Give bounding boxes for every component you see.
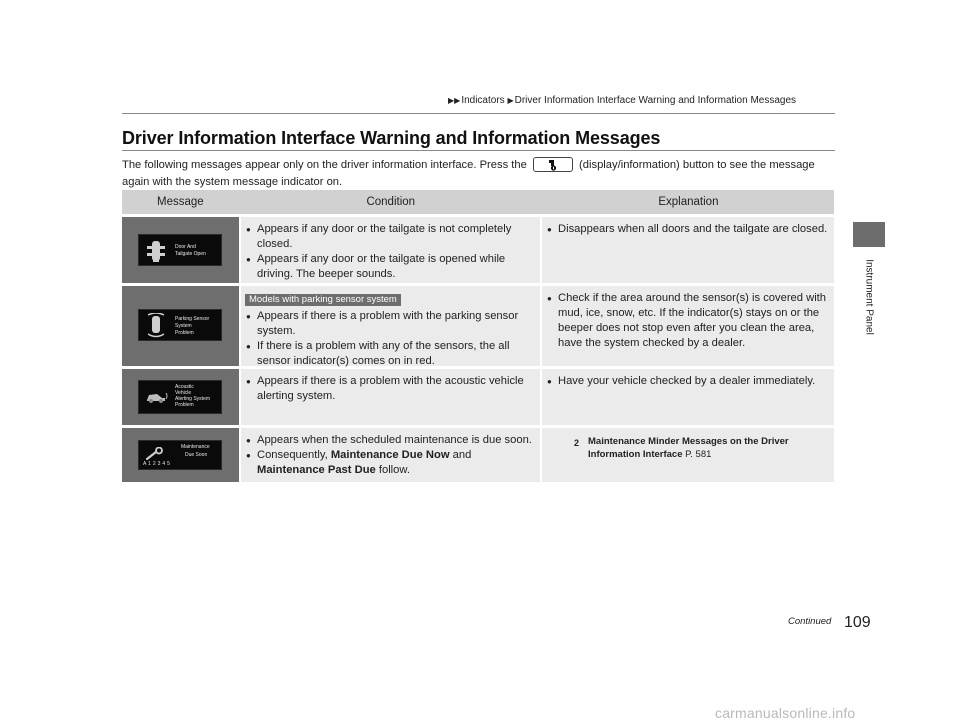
condition-mid: and [452, 449, 472, 461]
condition-cell [239, 286, 540, 366]
message-image-cell [122, 428, 239, 482]
screen-text-line: System [175, 323, 192, 329]
cross-reference-link[interactable] [574, 432, 828, 461]
header-divider [122, 113, 835, 114]
explanation-cell [540, 286, 832, 366]
cross-reference-title[interactable]: Maintenance Minder Messages on the Driver Information Interface [588, 436, 789, 460]
table-row [122, 217, 834, 283]
screen-text-line: Acoustic [175, 384, 194, 390]
breadcrumb-item-indicators[interactable]: Indicators [461, 95, 505, 106]
continued-label: Continued [788, 616, 832, 627]
breadcrumb-item-current[interactable]: Driver Information Interface Warning and Information Messages [514, 95, 797, 106]
explanation-cell [540, 428, 832, 482]
section-side-label: Instrument Panel [863, 259, 875, 335]
page-number: 109 [844, 614, 871, 631]
messages-table [122, 190, 834, 482]
cross-reference-page[interactable]: P. 581 [685, 449, 712, 460]
table-row [122, 369, 834, 425]
acoustic-alert-problem-screen [138, 380, 222, 414]
header-explanation: Explanation [658, 196, 719, 208]
message-image-cell [122, 286, 239, 366]
table-row [122, 286, 834, 366]
intro-text-start: The following messages appear only on the driver information interface. Press the [122, 159, 527, 171]
explanation-cell [540, 369, 832, 425]
condition-prefix: Consequently, [257, 449, 328, 461]
display-info-button-icon [533, 157, 573, 172]
condition-bullet [245, 448, 536, 478]
screen-text-line: Door And [175, 244, 196, 250]
screen-text-line: A 1 2 3 4 5 [143, 461, 171, 467]
door-tailgate-open-screen [138, 234, 222, 266]
breadcrumb [448, 95, 796, 106]
condition-cell [239, 369, 540, 425]
intro-paragraph [122, 157, 834, 191]
parking-sensor-problem-screen [138, 309, 222, 341]
explanation-cell [540, 217, 832, 283]
title-divider [122, 150, 835, 151]
maintenance-due-now-term: Maintenance Due Now [330, 449, 450, 461]
double-arrow-icon: ▶▶ [448, 96, 461, 105]
header-message: Message [157, 196, 204, 208]
screen-text-line: Problem [175, 402, 194, 408]
message-image-cell [122, 369, 239, 425]
header-condition: Condition [366, 196, 416, 208]
reference-arrow-icon: 2 [574, 438, 580, 448]
watermark: carmanualsonline.info [715, 705, 856, 721]
page-title: Driver Information Interface Warning and Information Messages [122, 128, 661, 148]
condition-cell [239, 428, 540, 482]
arrow-icon: ▶ [507, 96, 514, 105]
screen-text-line: Tailgate Open [175, 251, 206, 257]
model-applicability-badge: Models with parking sensor system [245, 294, 401, 306]
screen-text-line: Problem [175, 330, 194, 336]
intro-text-end: (display/information) button to see the message again with the system message indicator on. [122, 159, 815, 188]
explanation-bullet: ● Have your vehicle checked by a dealer immediately. [546, 374, 828, 389]
wrench-icon [145, 447, 165, 461]
table-header [122, 190, 834, 214]
message-image-cell [122, 217, 239, 283]
explanation-bullet: ● Disappears when all doors and the tailgate are closed. [546, 222, 828, 237]
condition-suffix: follow. [378, 464, 410, 476]
condition-bullet: ● Appears if there is a problem with the parking sensor system. [245, 309, 536, 339]
screen-text-line: Due Soon [185, 452, 208, 458]
parking-sensor-icon [145, 313, 167, 339]
screen-text-line: Maintenance [181, 444, 210, 450]
acoustic-vehicle-icon [145, 390, 169, 404]
condition-bullet: ● If there is a problem with any of the sensors, the all sensor indicator(s) comes on in red. [245, 339, 536, 369]
condition-bullet: ● Appears if there is a problem with the acoustic vehicle alerting system. [245, 374, 536, 404]
screen-text-line: Vehicle [175, 390, 192, 396]
condition-cell [239, 217, 540, 283]
car-doors-open-icon [145, 239, 167, 263]
maintenance-due-soon-screen [138, 440, 222, 470]
condition-bullet: ● Appears if any door or the tailgate is not completely closed. [245, 222, 536, 252]
maintenance-past-due-term: Maintenance Past Due [257, 464, 376, 476]
table-row [122, 428, 834, 482]
explanation-bullet: ● Check if the area around the sensor(s) is covered with mud, ice, snow, etc. If the indicator(s) stays on or the beeper does not stop even after you clean the area, have the system checked by a dealer. [546, 291, 828, 351]
section-tab-marker [853, 222, 885, 247]
screen-text-line: Alerting System [175, 396, 211, 402]
condition-bullet: ● Appears if any door or the tailgate is opened while driving. The beeper sounds. [245, 252, 536, 282]
condition-bullet: ● Appears when the scheduled maintenance is due soon. [245, 433, 536, 448]
screen-text-line: Parking Sensor [175, 316, 210, 322]
